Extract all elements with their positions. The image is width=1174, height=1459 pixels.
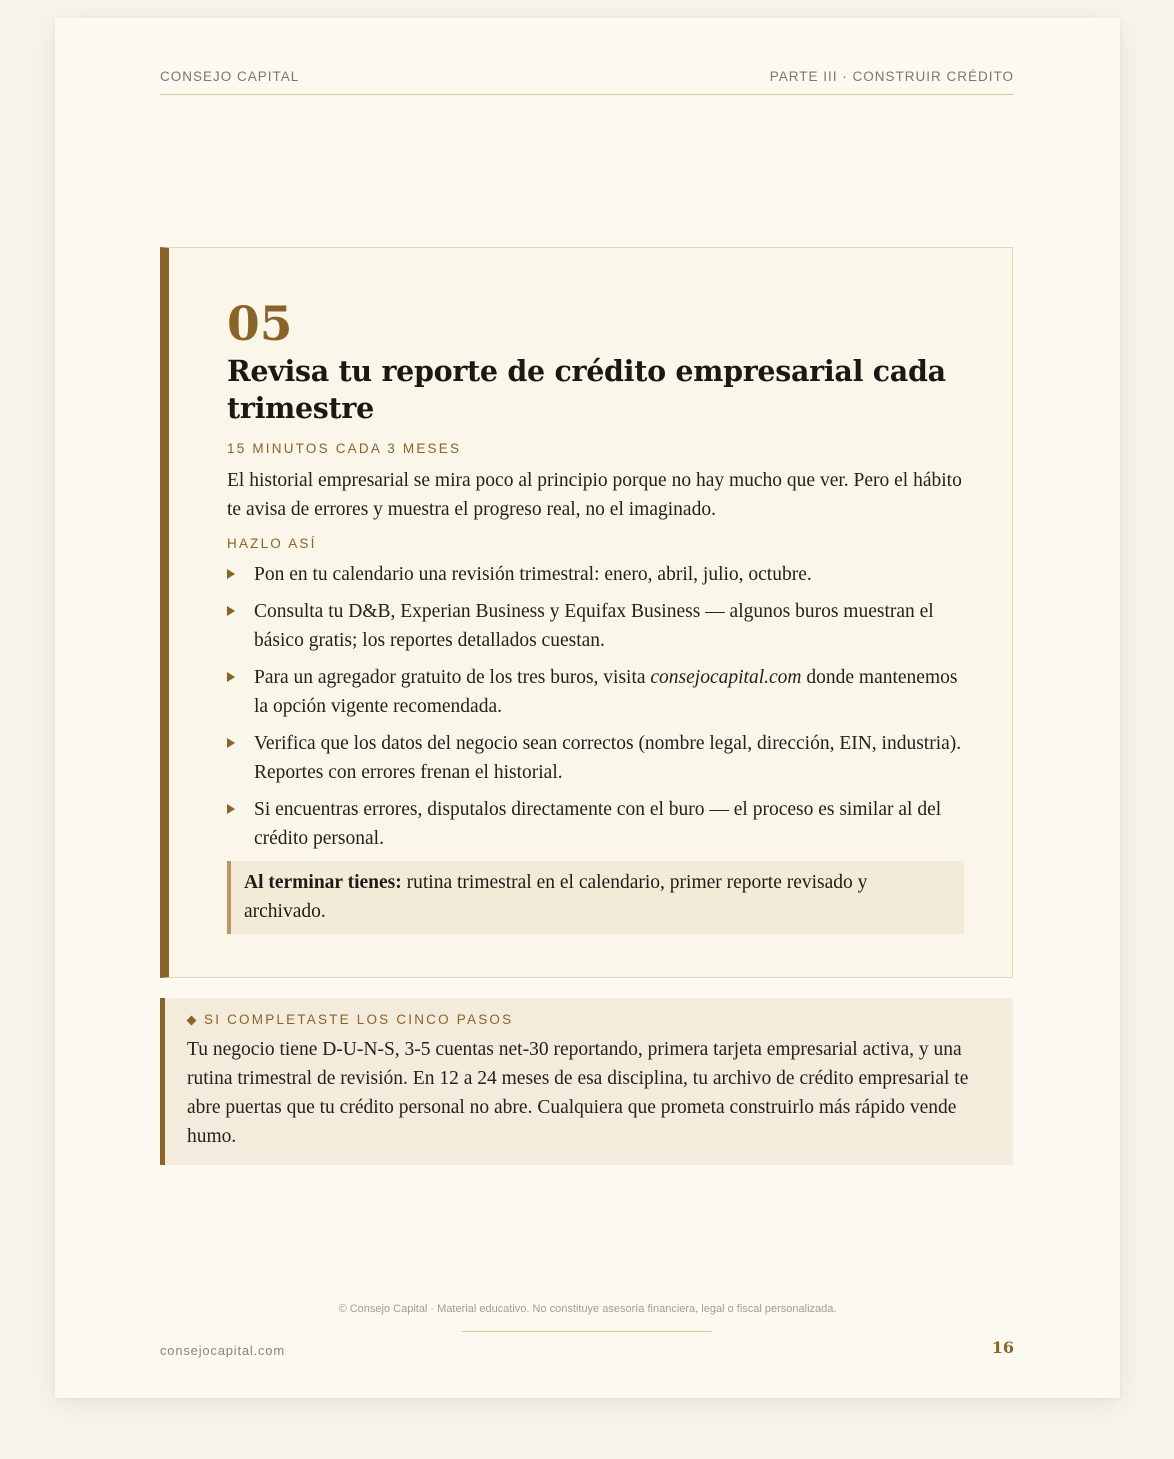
step-card xyxy=(160,247,1013,978)
running-header xyxy=(160,69,1014,95)
triangle-bullet-icon xyxy=(227,569,235,579)
step-number: 05 xyxy=(227,297,293,352)
list-item-text-after: donde mantenemos la opción vigente recomendada. xyxy=(254,667,958,717)
page xyxy=(55,18,1120,1398)
triangle-bullet-icon xyxy=(227,606,235,616)
list-item-text: Consulta tu D&B, Experian Business y Equifax Business — algunos buros muestran el básico gratis; los reportes detallados cuestan. xyxy=(254,601,934,651)
footer-site: consejocapital.com xyxy=(160,1343,285,1358)
list-item-text: Pon en tu calendario una revisión trimestral: enero, abril, julio, octubre. xyxy=(254,564,812,585)
site-reference: consejocapital.com xyxy=(650,667,802,688)
step-content xyxy=(227,297,967,934)
howto-label: HAZLO ASÍ xyxy=(227,536,317,551)
completion-text: rutina trimestral en el calendario, primer reporte revisado y archivado. xyxy=(244,872,868,922)
footer-divider xyxy=(462,1331,712,1332)
list-item-text-before: Para un agregador gratuito de los tres buros, visita xyxy=(254,667,651,688)
diamond-icon xyxy=(187,1015,197,1025)
summary-label: SI COMPLETASTE LOS CINCO PASOS xyxy=(204,1012,514,1027)
page-number: 16 xyxy=(991,1338,1014,1357)
header-brand: CONSEJO CAPITAL xyxy=(160,69,300,84)
step-time-estimate: 15 MINUTOS CADA 3 MESES xyxy=(227,441,462,456)
completion-callout xyxy=(227,861,964,934)
completion-label: Al terminar tienes: xyxy=(244,872,402,893)
list-item xyxy=(227,560,967,589)
footer-disclaimer: © Consejo Capital · Material educativo. No constituye asesoría financiera, legal o fiscal personalizada. xyxy=(338,1303,837,1315)
header-section: PARTE III · CONSTRUIR CRÉDITO xyxy=(769,69,1014,84)
step-intro: El historial empresarial se mira poco al principio porque no hay mucho que ver. Pero el hábito te avisa de errores y muestra el progreso real, no el imaginado. xyxy=(227,470,962,520)
howto-list xyxy=(227,560,967,853)
summary-callout xyxy=(160,998,1013,1165)
list-item xyxy=(227,729,967,787)
list-item xyxy=(227,795,967,853)
triangle-bullet-icon xyxy=(227,804,235,814)
list-item xyxy=(227,597,967,655)
summary-text: Tu negocio tiene D-U-N-S, 3-5 cuentas net-30 reportando, primera tarjeta empresarial activa, y una rutina trimestral de revisión. En 12 a 24 meses de esa disciplina, tu archivo de crédito empresarial te abre puertas que tu crédito personal no abre. Cualquiera que prometa construirlo más rápido vende humo. xyxy=(187,1039,969,1147)
triangle-bullet-icon xyxy=(227,738,235,748)
list-item xyxy=(227,663,967,721)
summary-heading xyxy=(187,1011,995,1029)
list-item-text: Verifica que los datos del negocio sean correctos (nombre legal, dirección, EIN, industria). Reportes con errores frenan el historial. xyxy=(254,733,962,783)
list-item-text: Si encuentras errores, disputalos directamente con el buro — el proceso es similar al del crédito personal. xyxy=(254,799,942,849)
step-title: Revisa tu reporte de crédito empresarial cada trimestre xyxy=(227,354,946,425)
triangle-bullet-icon xyxy=(227,672,235,682)
